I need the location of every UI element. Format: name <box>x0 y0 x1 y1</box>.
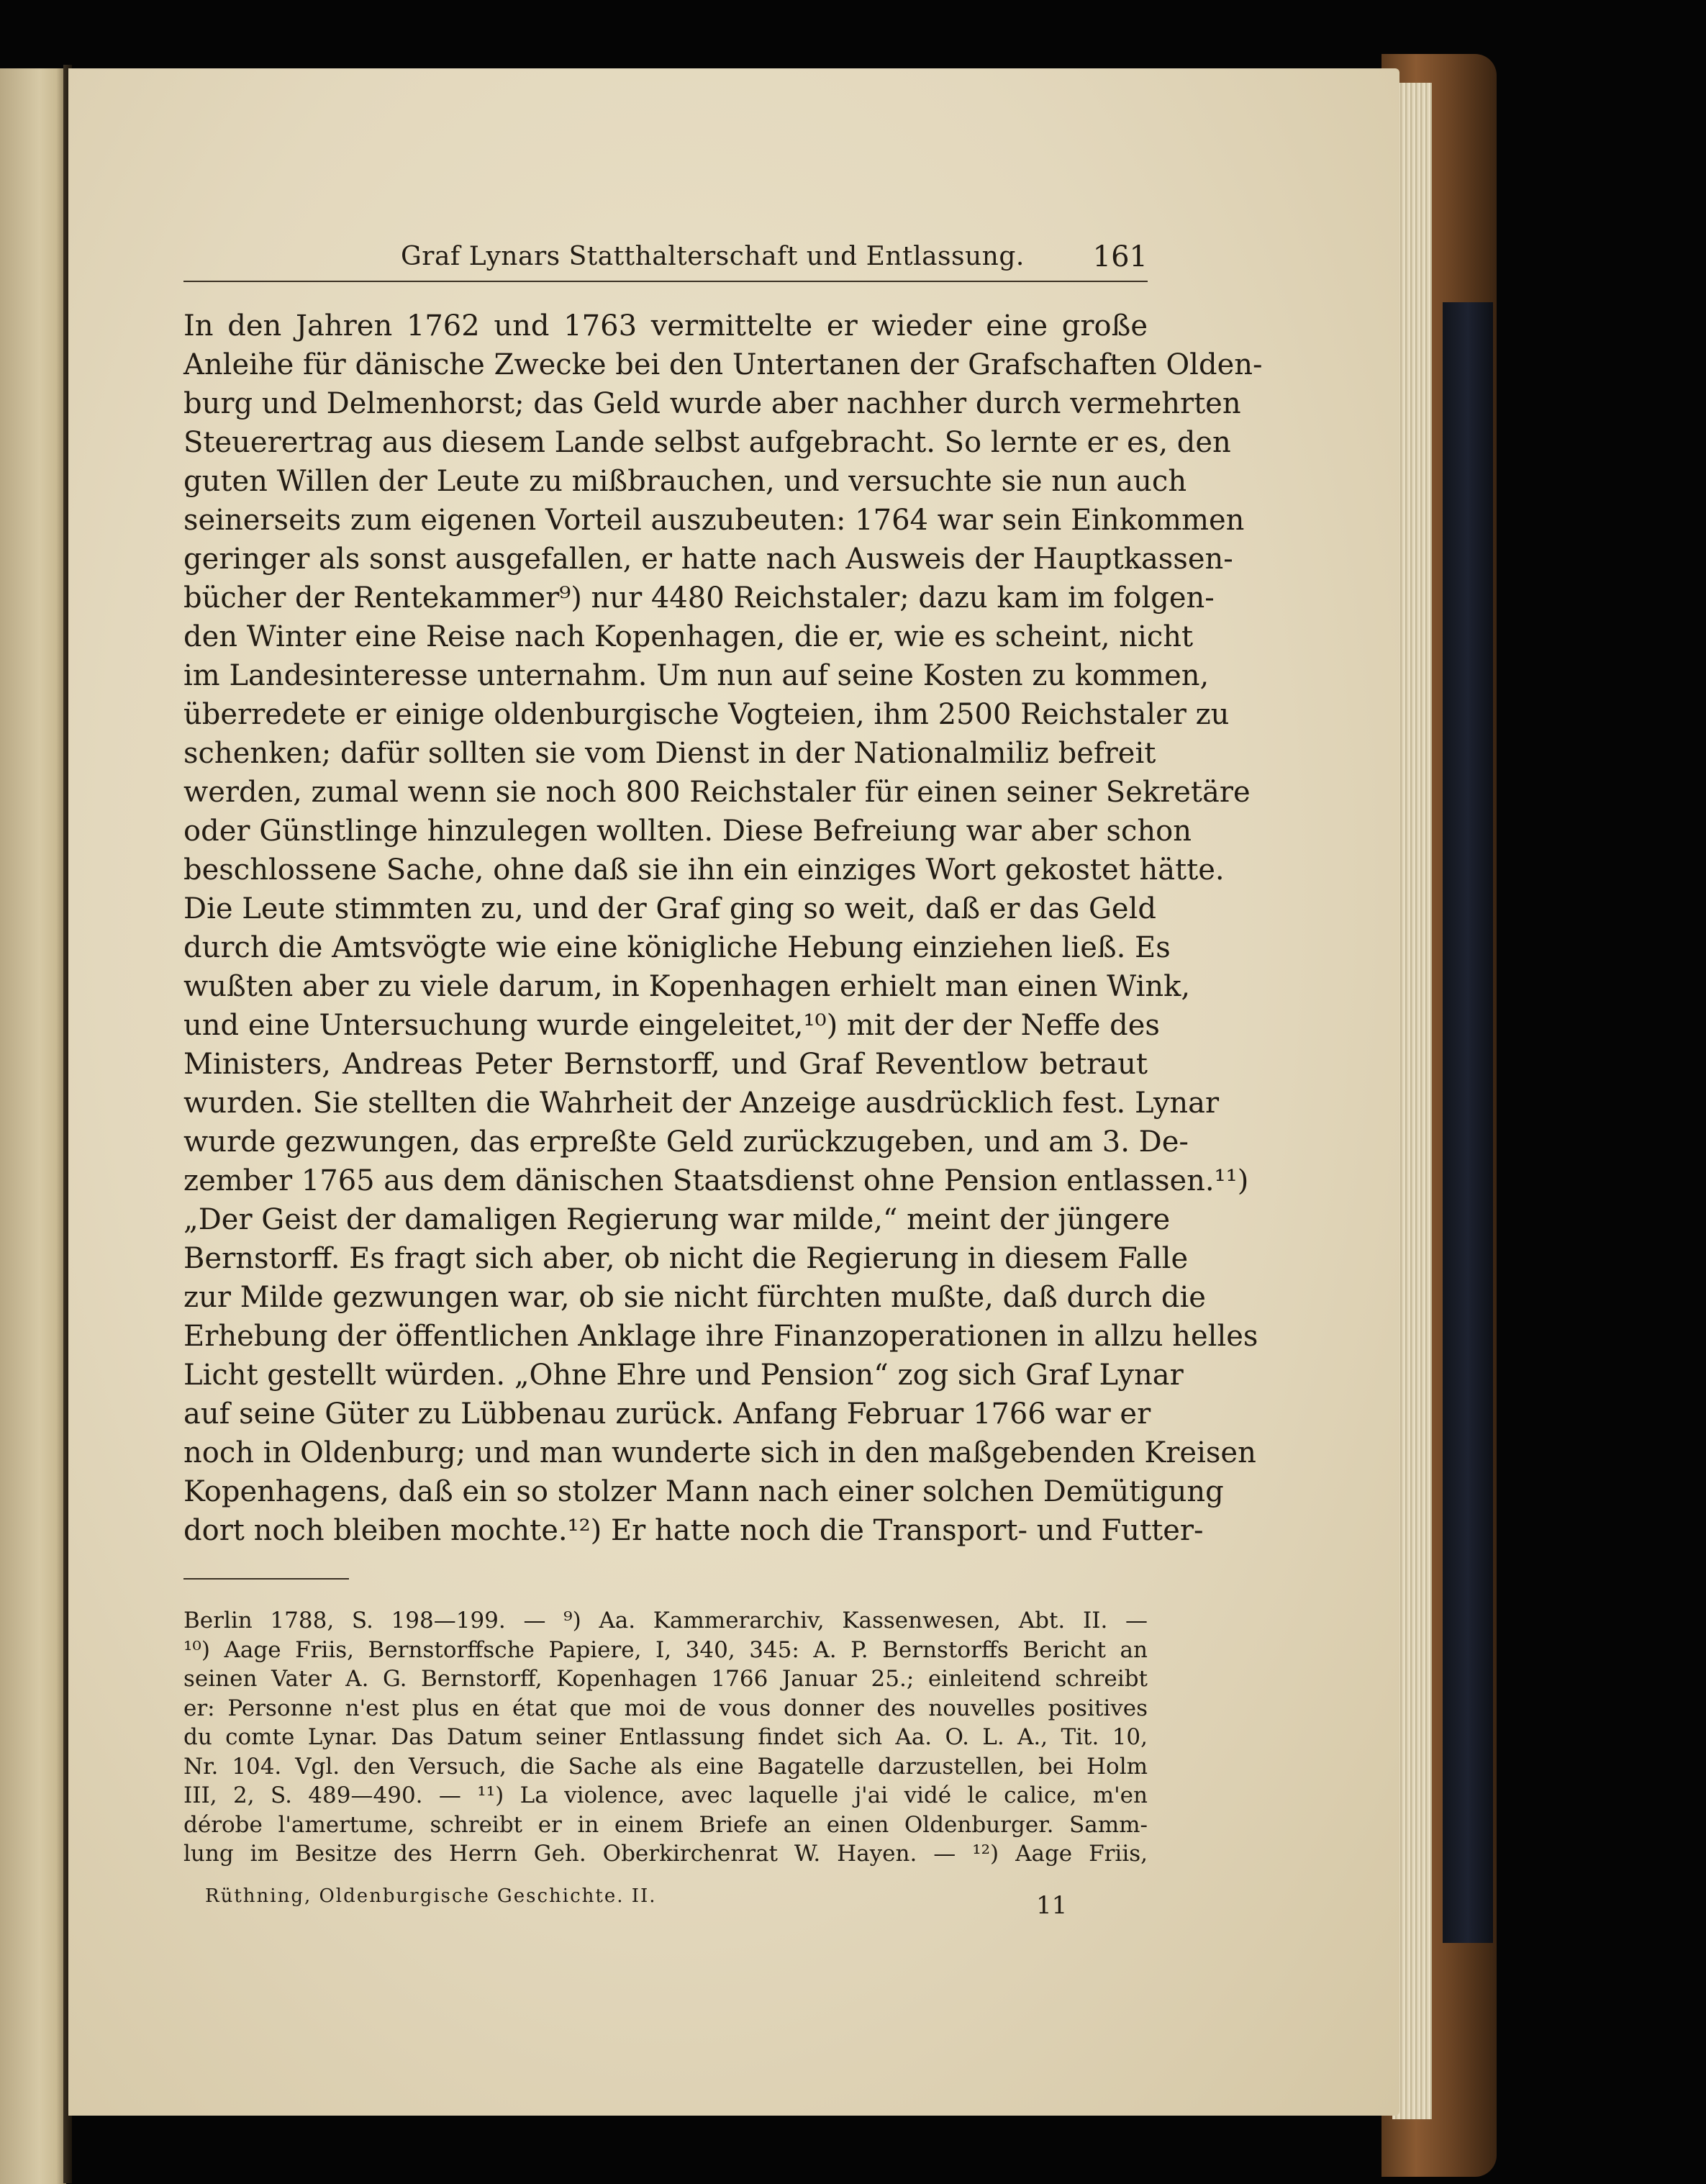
text-line: zur Milde gezwungen war, ob sie nicht fürchten mußte, daß durch die <box>183 1281 1206 1314</box>
text-line: überredete er einige oldenburgische Vogteien, ihm 2500 Reichstaler zu <box>183 698 1230 731</box>
text-line: Licht gestellt würden. „Ohne Ehre und Pension“ zog sich Graf Lynar <box>183 1359 1184 1392</box>
text-line: bücher der Rentekammer⁹) nur 4480 Reichstaler; dazu kam im folgen- <box>183 581 1215 615</box>
left-page-edge <box>0 68 66 2184</box>
text-line: seinerseits zum eigenen Vorteil auszubeuten: 1764 war sein Einkommen <box>183 504 1245 537</box>
page-footer <box>183 1885 1148 1921</box>
text-line: burg und Delmenhorst; das Geld wurde aber nachher durch vermehrten <box>183 387 1241 420</box>
footnote-line: Berlin 1788, S. 198—199. — ⁹) Aa. Kammerarchiv, Kassenwesen, Abt. II. — <box>183 1608 1148 1634</box>
text-line: werden, zumal wenn sie noch 800 Reichstaler für einen seiner Sekretäre <box>183 776 1251 809</box>
text-line: Anleihe für dänische Zwecke bei den Untertanen der Grafschaften Olden- <box>183 348 1263 381</box>
running-head: Graf Lynars Statthalterschaft und Entlassung. <box>401 242 1025 271</box>
text-line: Die Leute stimmten zu, und der Graf ging so weit, daß er das Geld <box>183 892 1156 925</box>
text-line: Bernstorff. Es fragt sich aber, ob nicht die Regierung in diesem Falle <box>183 1242 1189 1275</box>
text-line: dort noch bleiben mochte.¹²) Er hatte noch die Transport- und Futter- <box>183 1514 1204 1547</box>
text-line: noch in Oldenburg; und man wunderte sich in den maßgebenden Kreisen <box>183 1436 1256 1469</box>
text-line: den Winter eine Reise nach Kopenhagen, die er, wie es scheint, nicht <box>183 620 1194 653</box>
footnote-line: dérobe l'amertume, schreibt er in einem Briefe an einen Oldenburger. Samm- <box>183 1811 1148 1838</box>
footnote-line: ¹⁰) Aage Friis, Bernstorffsche Papiere, I, 340, 345: A. P. Bernstorffs Bericht an <box>183 1636 1148 1663</box>
text-line: wurde gezwungen, das erpreßte Geld zurückzugeben, und am 3. De- <box>183 1125 1189 1159</box>
text-line: In den Jahren 1762 und 1763 vermittelte er wieder eine große <box>183 309 1148 343</box>
spine-label <box>1443 302 1493 1943</box>
text-line: beschlossene Sache, ohne daß sie ihn ein einziges Wort gekostet hätte. <box>183 853 1225 887</box>
page-header <box>183 237 1148 282</box>
text-line: schenken; dafür sollten sie vom Dienst in der Nationalmiliz befreit <box>183 737 1156 770</box>
text-line: durch die Amtsvögte wie eine königliche Hebung einziehen ließ. Es <box>183 931 1171 964</box>
body-text <box>183 307 1263 1550</box>
text-line: „Der Geist der damaligen Regierung war milde,“ meint der jüngere <box>183 1203 1171 1236</box>
text-line: oder Günstlinge hinzulegen wollten. Diese Befreiung war aber schon <box>183 815 1192 848</box>
footnote-divider <box>183 1578 349 1580</box>
text-line: Erhebung der öffentlichen Anklage ihre Finanzoperationen in allzu helles <box>183 1320 1258 1353</box>
footnote-line: Nr. 104. Vgl. den Versuch, die Sache als eine Bagatelle darzustellen, bei Holm <box>183 1753 1148 1780</box>
footnote-line: lung im Besitze des Herrn Geh. Oberkirchenrat W. Hayen. — ¹²) Aage Friis, <box>183 1841 1148 1867</box>
page-number: 161 <box>1092 240 1148 273</box>
footnote-line: er: Personne n'est plus en état que moi de vous donner des nouvelles positives <box>183 1695 1148 1721</box>
text-line: Kopenhagens, daß ein so stolzer Mann nach einer solchen Demütigung <box>183 1475 1224 1508</box>
text-line: guten Willen der Leute zu mißbrauchen, und versuchte sie nun auch <box>183 465 1187 498</box>
text-line: wußten aber zu viele darum, in Kopenhagen erhielt man einen Wink, <box>183 970 1191 1003</box>
text-line: Ministers, Andreas Peter Bernstorff, und Graf Reventlow betraut <box>183 1048 1148 1081</box>
printer-signature: Rüthning, Oldenburgische Geschichte. II. <box>205 1885 657 1907</box>
footnote-line: du comte Lynar. Das Datum seiner Entlassung findet sich Aa. O. L. A., Tit. 10, <box>183 1724 1148 1750</box>
text-line: und eine Untersuchung wurde eingeleitet,¹⁰) mit der der Neffe des <box>183 1009 1160 1042</box>
footnote-line: III, 2, S. 489—490. — ¹¹) La violence, avec laquelle j'ai vidé le calice, m'en <box>183 1782 1148 1808</box>
footnotes <box>183 1606 1148 1869</box>
text-line: im Landesinteresse unternahm. Um nun auf seine Kosten zu kommen, <box>183 659 1210 692</box>
footnote-line: seinen Vater A. G. Bernstorff, Kopenhagen 1766 Januar 25.; einleitend schreibt <box>183 1666 1148 1692</box>
text-line: wurden. Sie stellten die Wahrheit der Anzeige ausdrücklich fest. Lynar <box>183 1087 1220 1120</box>
text-line: Steuerertrag aus diesem Lande selbst aufgebracht. So lernte er es, den <box>183 426 1231 459</box>
text-line: auf seine Güter zu Lübbenau zurück. Anfang Februar 1766 war er <box>183 1397 1151 1431</box>
text-line: zember 1765 aus dem dänischen Staatsdienst ohne Pension entlassen.¹¹) <box>183 1164 1249 1197</box>
text-line: geringer als sonst ausgefallen, er hatte nach Ausweis der Hauptkassen- <box>183 543 1233 576</box>
sheet-number: 11 <box>1036 1891 1068 1920</box>
